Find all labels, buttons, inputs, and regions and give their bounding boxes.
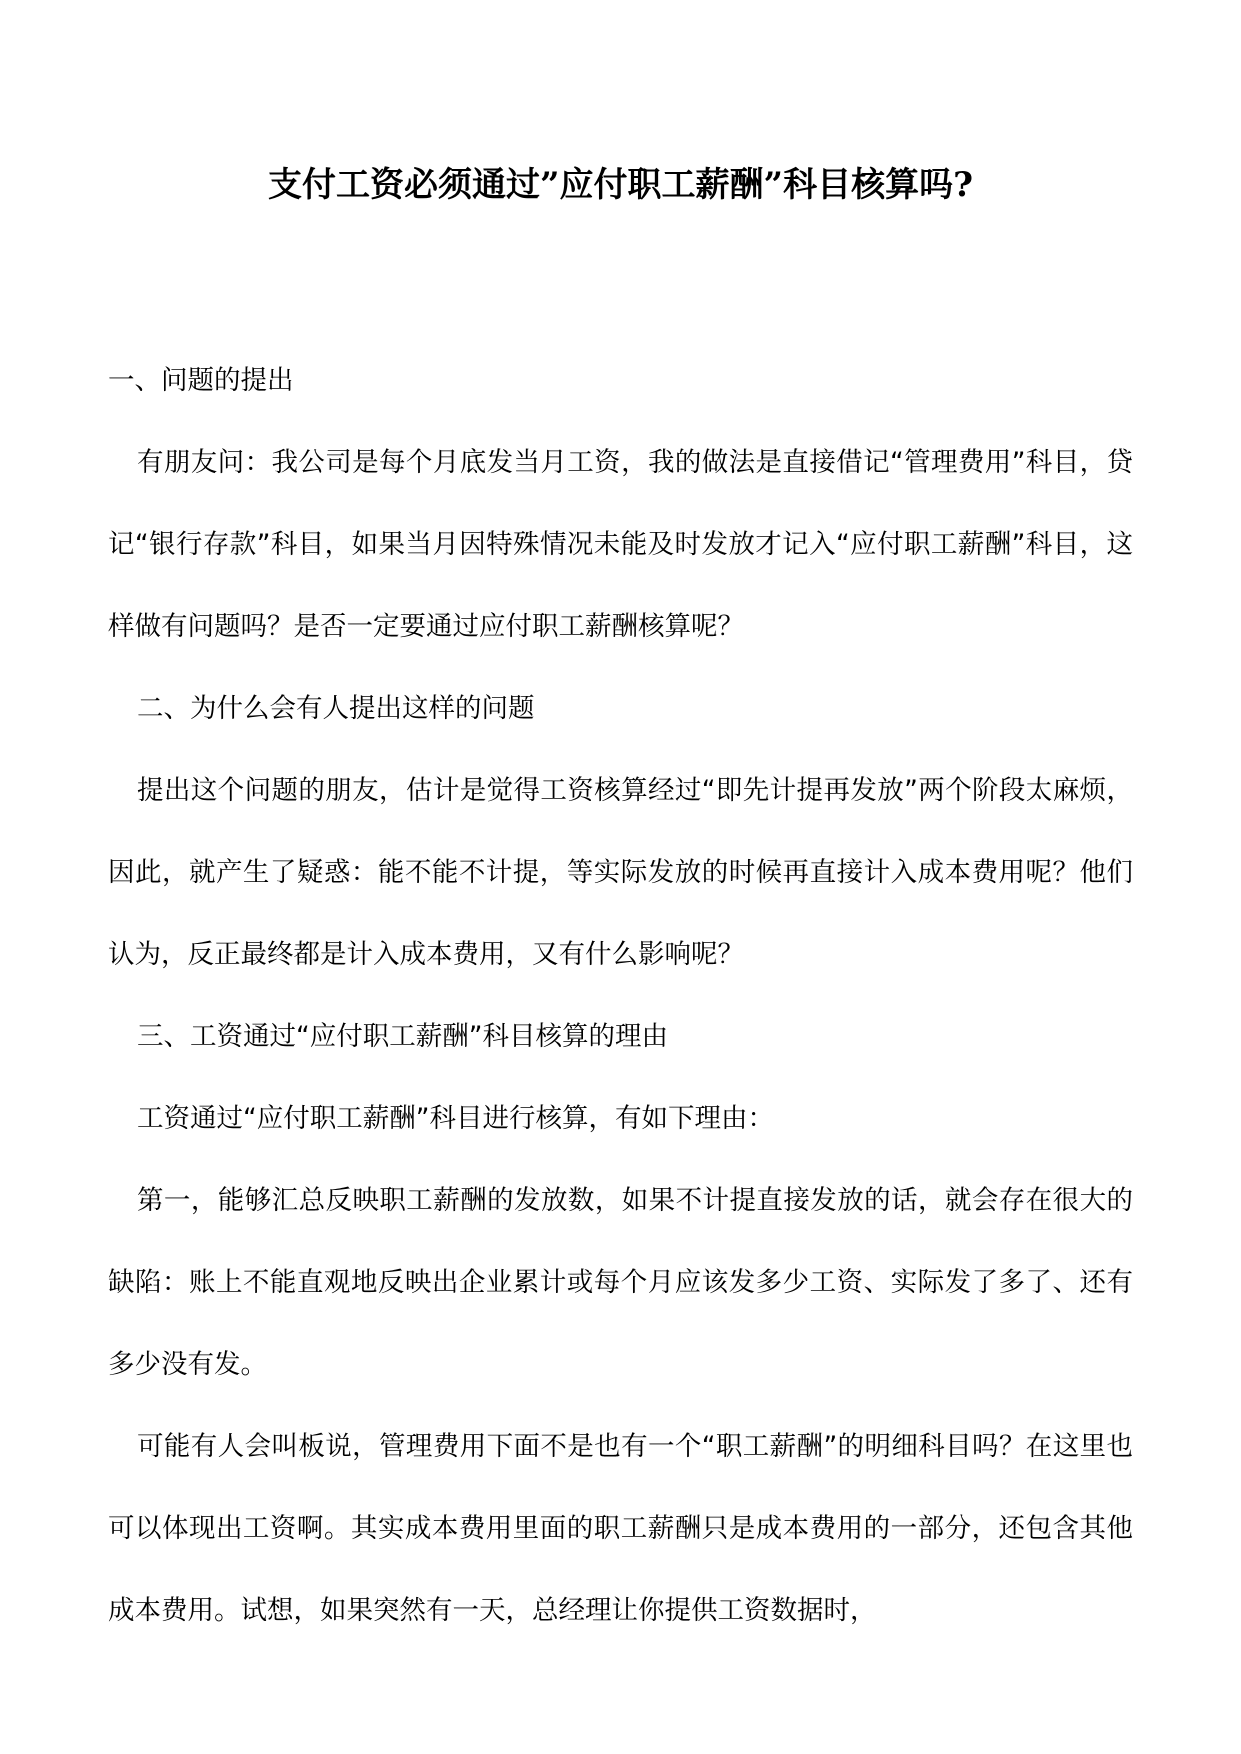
paragraph-first-reason: 第一，能够汇总反映职工薪酬的发放数，如果不计提直接发放的话，就会存在很大的缺陷：账上不能直观地反映出企业累计或每个月应该发多少工资、实际发了多了、还有多少没有发。 [108,1185,1133,1380]
section-heading-2: 二、为什么会有人提出这样的问题 [137,693,535,724]
paragraph-intro: 工资通过“应付职工薪酬”科目进行核算，有如下理由： [137,1103,774,1134]
paragraph-reason: 提出这个问题的朋友，估计是觉得工资核算经过“即先计提再发放”两个阶段太麻烦，因此，就产生了疑惑：能不能不计提，等实际发放的时候再直接计入成本费用呢？他们认为，反正最终都是计入成本费用，又有什么影响呢？ [108,775,1133,970]
section-heading-1: 一、问题的提出 [108,365,294,396]
document-body [108,340,1133,1652]
paragraph-question: 有朋友问：我公司是每个月底发当月工资，我的做法是直接借记“管理费用”科目，贷记“银行存款”科目，如果当月因特殊情况未能及时发放才记入“应付职工薪酬”科目，这样做有问题吗？是否一定要通过应付职工薪酬核算呢？ [108,447,1133,642]
paragraph-objection: 可能有人会叫板说，管理费用下面不是也有一个“职工薪酬”的明细科目吗？在这里也可以体现出工资啊。其实成本费用里面的职工薪酬只是成本费用的一部分，还包含其他成本费用。试想，如果突然有一天，总经理让你提供工资数据时， [108,1431,1133,1626]
document-title: 支付工资必须通过”应付职工薪酬”科目核算吗? [267,165,974,205]
section-heading-3: 三、工资通过“应付职工薪酬”科目核算的理由 [137,1021,668,1052]
